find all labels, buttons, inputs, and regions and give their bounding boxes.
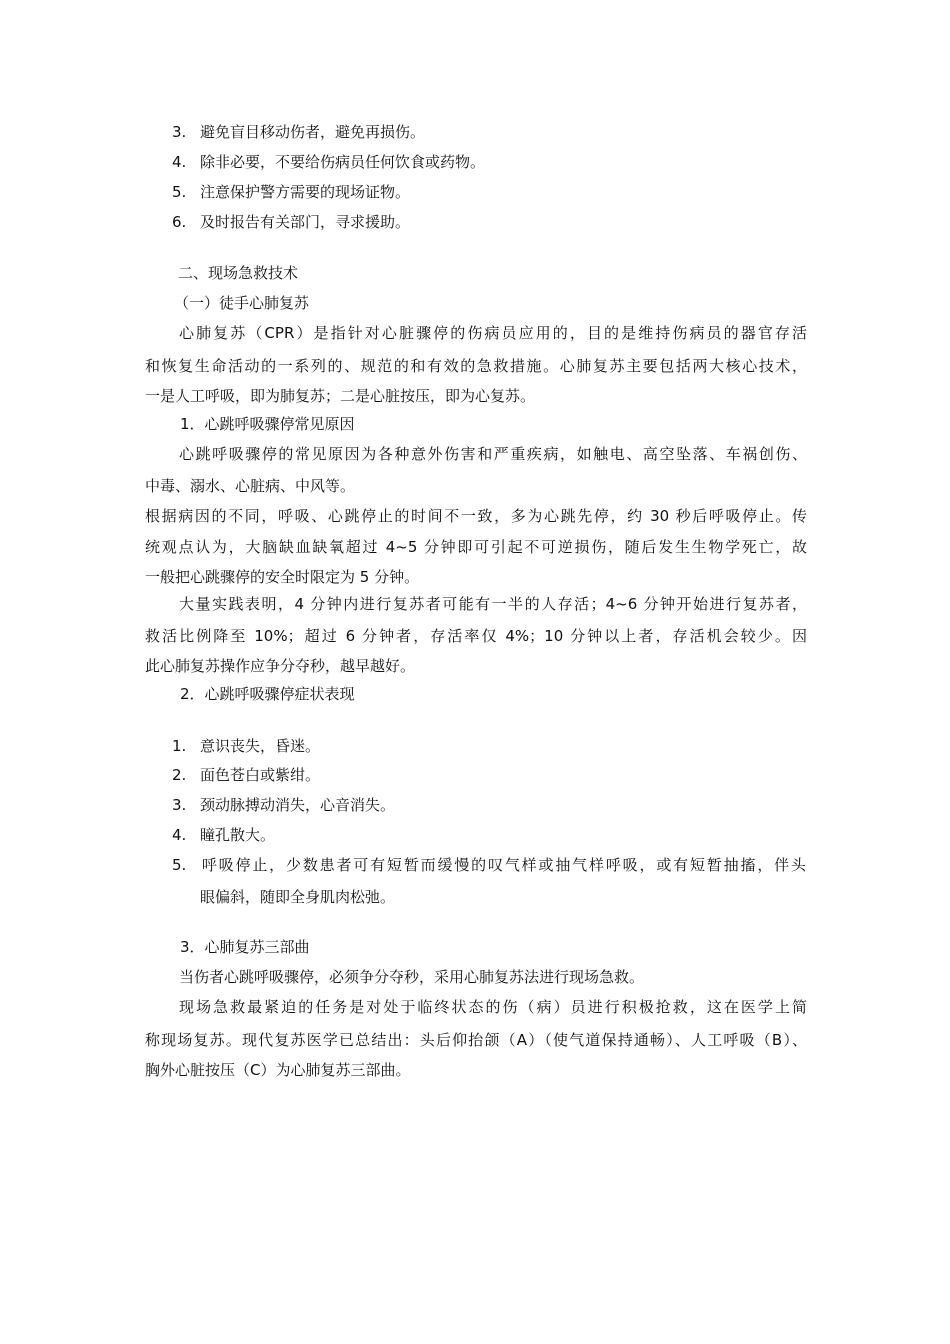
list-item: 2. 面色苍白或紫绀。	[172, 766, 321, 784]
paragraph-line: 心肺复苏（CPR）是指针对心脏骤停的伤病员应用的，目的是维持伤病员的器官存活	[179, 324, 807, 342]
paragraph-line: 一是人工呼吸，即为肺复苏；二是心脏按压，即为心复苏。	[145, 387, 536, 405]
paragraph-line: 当伤者心跳呼吸骤停，必须争分夺秒，采用心肺复苏法进行现场急救。	[179, 968, 645, 986]
paragraph-line: 中毒、溺水、心脏病、中风等。	[145, 477, 356, 495]
paragraph-line: 根据病因的不同，呼吸、心跳停止的时间不一致，多为心跳先停，约 30 秒后呼吸停止。传	[145, 507, 807, 525]
list-item-continuation: 眼偏斜，随即全身肌肉松弛。	[200, 888, 396, 906]
paragraph-line: 现场急救最紧迫的任务是对处于临终状态的伤（病）员进行积极抢救，这在医学上简	[179, 998, 807, 1016]
list-item: 1. 意识丧失，昏迷。	[172, 737, 321, 755]
paragraph-line: 心跳呼吸骤停的常见原因为各种意外伤害和严重疾病，如触电、高空坠落、车祸创伤、	[179, 445, 807, 463]
heading-symptoms: 2．心跳呼吸骤停症状表现	[180, 685, 355, 703]
heading-causes: 1．心跳呼吸骤停常见原因	[180, 415, 355, 433]
paragraph-line: 救活比例降至 10%；超过 6 分钟者，存活率仅 4%；10 分钟以上者，存活机会较少。因	[145, 627, 807, 645]
list-item: 5. 注意保护警方需要的现场证物。	[172, 183, 411, 201]
list-item: 3. 避免盲目移动伤者，避免再损伤。	[172, 123, 426, 141]
paragraph-line: 大量实践表明，4 分钟内进行复苏者可能有一半的人存活；4~6 分钟开始进行复苏者，	[179, 595, 807, 613]
paragraph-line: 和恢复生命活动的一系列的、规范的和有效的急救措施。心肺复苏主要包括两大核心技术，	[145, 357, 807, 375]
list-item: 4. 除非必要，不要给伤病员任何饮食或药物。	[172, 153, 486, 171]
list-item: 6. 及时报告有关部门，寻求援助。	[172, 213, 411, 231]
subsection-title: （一）徒手心肺复苏	[174, 294, 310, 312]
list-item: 4. 瞳孔散大。	[172, 826, 276, 844]
paragraph-line: 此心肺复苏操作应争分夺秒，越早越好。	[145, 657, 416, 675]
list-item: 3. 颈动脉搏动消失，心音消失。	[172, 796, 396, 814]
paragraph-line: 称现场复苏。现代复苏医学已总结出：头后仰抬颌（A）（使气道保持通畅）、人工呼吸（B）、	[145, 1031, 807, 1049]
paragraph-line: 一般把心跳骤停的安全时限定为 5 分钟。	[145, 568, 420, 586]
heading-three-steps: 3．心肺复苏三部曲	[180, 938, 310, 956]
paragraph-line: 统观点认为，大脑缺血缺氧超过 4~5 分钟即可引起不可逆损伤，随后发生生物学死亡，故	[145, 538, 807, 556]
section-title: 二、现场急救技术	[178, 264, 299, 282]
paragraph-line: 胸外心脏按压（C）为心肺复苏三部曲。	[145, 1061, 411, 1079]
list-item: 5. 呼吸停止，少数患者可有短暂而缓慢的叹气样或抽气样呼吸，或有短暂抽搐，伴头	[172, 856, 806, 874]
